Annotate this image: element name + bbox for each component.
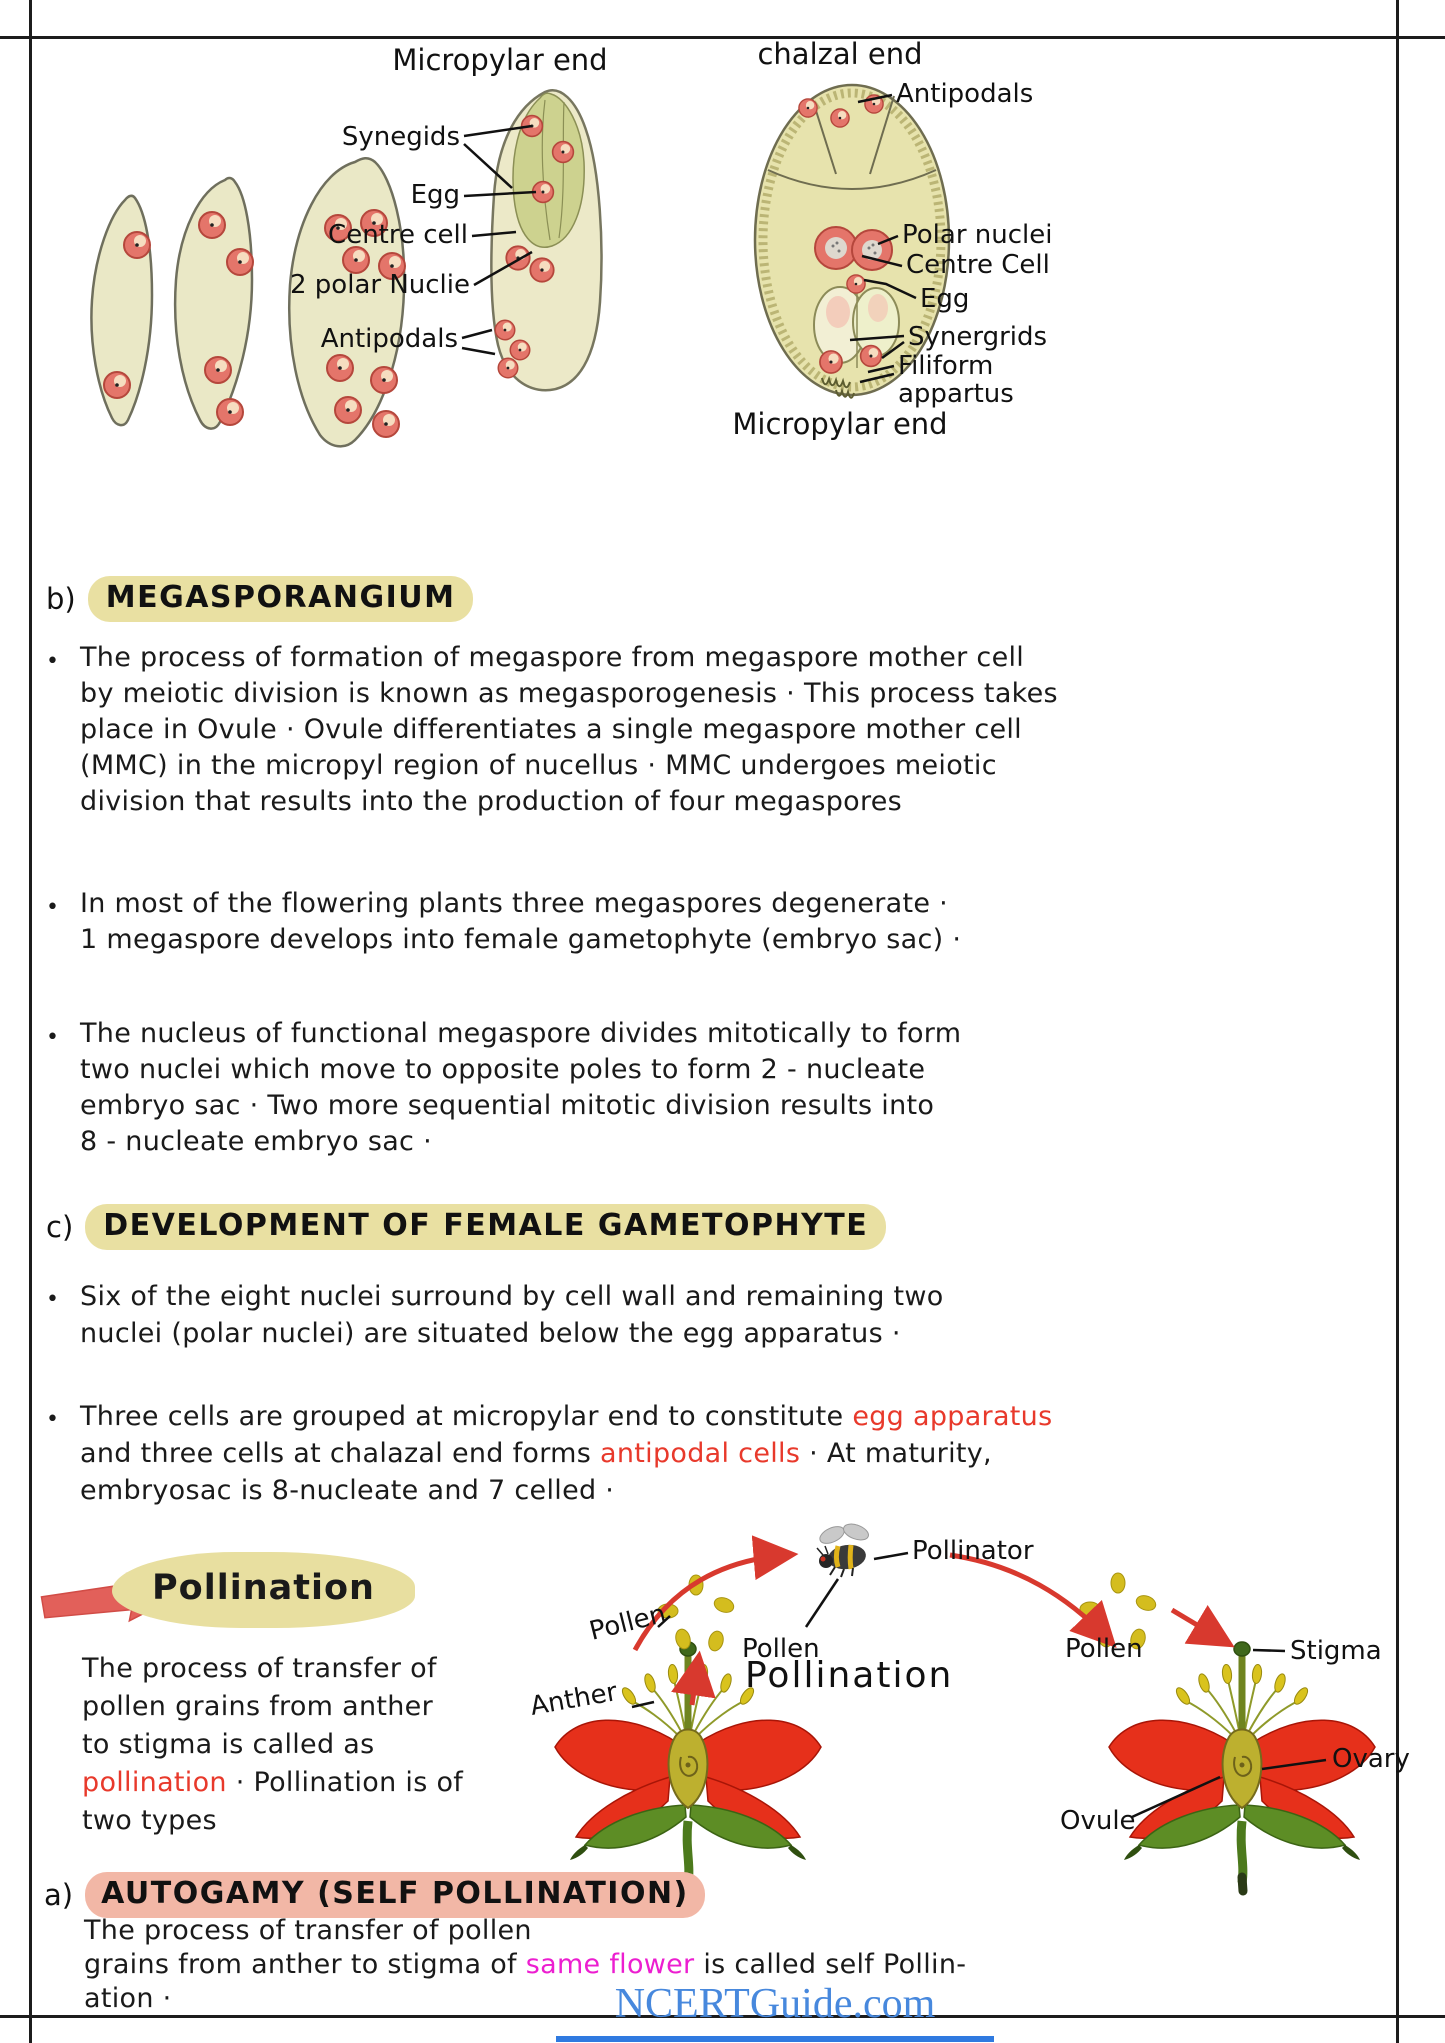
text-line: The process of formation of megaspore from megaspore mother cell — [80, 642, 1025, 673]
pollination-diagram-title: Pollination — [745, 1655, 954, 1696]
label-synergids-right: Synergrids — [908, 322, 1048, 352]
pollination-paragraph — [82, 1650, 463, 1840]
stages-title-micropylar: Micropylar end — [392, 43, 608, 77]
section-title: AUTOGAMY (SELF POLLINATION) — [85, 1872, 705, 1918]
label-antipodals-right: Antipodals — [896, 79, 1034, 109]
arrow-pollen-to-stigma — [1172, 1610, 1224, 1641]
bee-pollinator-icon — [817, 1521, 871, 1577]
section-index: a) — [44, 1878, 74, 1912]
text-line: The process of transfer of pollen — [84, 1915, 532, 1946]
label-anther: Anther — [528, 1677, 620, 1722]
figure-pollination — [520, 1515, 1410, 1893]
text-line: nuclei (polar nuclei) are situated below the egg apparatus · — [80, 1318, 901, 1349]
bullet-marker: • — [46, 1025, 60, 1050]
label-ovary: Ovary — [1332, 1744, 1410, 1774]
text-segment: · Pollination is of — [226, 1767, 464, 1798]
label-pollinator: Pollinator — [912, 1536, 1034, 1566]
arrow-pollinator-to-stigma — [950, 1555, 1108, 1639]
label-pollen-right: Pollen — [1065, 1634, 1143, 1664]
mature-title-micropylar: Micropylar end — [732, 407, 948, 441]
text-line — [80, 1398, 1052, 1435]
text-segment: and three cells at chalazal end forms — [80, 1438, 601, 1469]
label-synergids: Synegids — [341, 122, 460, 152]
label-centre-cell-right: Centre Cell — [906, 250, 1050, 280]
text-segment-egg-apparatus: egg apparatus — [852, 1401, 1053, 1432]
bullet-degenerate — [46, 886, 961, 958]
text-segment-pollination: pollination — [82, 1767, 227, 1798]
bullet-marker: • — [46, 895, 60, 920]
section-title: MEGASPORANGIUM — [88, 576, 474, 622]
label-pollen-mid: Pollen — [742, 1634, 820, 1664]
label-ovule: Ovule — [1060, 1806, 1136, 1836]
text-line: two nuclei which move to opposite poles to form 2 - nucleate — [80, 1054, 926, 1085]
text-line: In most of the flowering plants three megaspores degenerate · — [80, 888, 949, 919]
text-line: embryo sac · Two more sequential mitotic division results into — [80, 1090, 935, 1121]
watermark-underline — [556, 2036, 994, 2042]
text-line: 1 megaspore develops into female gametophyte (embryo sac) · — [80, 924, 962, 955]
section-index: b) — [46, 582, 76, 616]
mature-title-chalazal: chalzal end — [757, 37, 923, 71]
text-line: pollen grains from anther — [82, 1691, 433, 1722]
page-border-top — [0, 36, 1445, 39]
section-heading-megasporangium — [46, 576, 473, 622]
text-line: 8 - nucleate embryo sac · — [80, 1126, 432, 1157]
section-heading-pollination — [112, 1552, 415, 1628]
text-line — [84, 1948, 966, 1982]
label-egg: Egg — [410, 180, 460, 210]
section-title: DEVELOPMENT OF FEMALE GAMETOPHYTE — [85, 1204, 886, 1250]
embryo-sac-stage-4nucleate — [175, 178, 253, 429]
text-line: (MMC) in the micropyl region of nucellus · MMC undergoes meiotic — [80, 750, 997, 781]
bullet-marker: • — [46, 649, 60, 674]
text-line: The nucleus of functional megaspore divides mitotically to form — [80, 1018, 962, 1049]
bullet-megasporogenesis — [46, 640, 1058, 820]
pollen-grains-left — [658, 1575, 736, 1652]
text-line: to stigma is called as — [82, 1729, 375, 1760]
text-line: Six of the eight nuclei surround by cell wall and remaining two — [80, 1281, 944, 1312]
label-polar-nuclei-right: Polar nuclei — [902, 220, 1053, 250]
text-line: division that results into the production of four megaspores — [80, 786, 903, 817]
label-stigma: Stigma — [1290, 1636, 1382, 1666]
text-line: ation · — [84, 1983, 172, 2014]
label-pollen-left: Pollen — [586, 1598, 669, 1647]
text-line: two types — [82, 1805, 217, 1836]
text-segment-antipodal-cells: antipodal cells — [600, 1438, 801, 1469]
bullet-marker: • — [46, 1407, 60, 1432]
section-heading-female-gametophyte — [46, 1204, 886, 1250]
text-line: place in Ovule · Ovule differentiates a single megaspore mother cell — [80, 714, 1022, 745]
embryo-sac-stage-2nucleate — [91, 196, 152, 425]
text-line — [82, 1764, 463, 1802]
text-segment: Three cells are grouped at micropylar end to constitute — [80, 1401, 853, 1432]
bullet-marker: • — [46, 1287, 60, 1312]
embryo-sac-stage-8nucleate — [289, 158, 405, 446]
watermark-ncertguide: NCERTGuide.com — [614, 1981, 936, 2027]
label-antipodals: Antipodals — [320, 324, 458, 354]
text-line — [80, 1435, 1052, 1472]
page-border-left — [29, 0, 32, 2043]
text-line: by meiotic division is known as megasporogenesis · This process takes — [80, 678, 1058, 709]
bullet-egg-apparatus — [46, 1398, 1052, 1509]
label-2-polar-nuclei: 2 polar Nuclie — [290, 270, 470, 300]
section-index: c) — [46, 1210, 74, 1244]
text-segment: · At maturity, — [800, 1438, 992, 1469]
bullet-mitotic-division — [46, 1016, 961, 1160]
section-title: Pollination — [112, 1552, 415, 1628]
text-line: embryosac is 8-nucleate and 7 celled · — [80, 1475, 615, 1506]
text-line: The process of transfer of — [82, 1653, 437, 1684]
label-centre-cell: Centre cell — [328, 220, 468, 250]
text-segment: is called self Pollin- — [694, 1949, 967, 1980]
text-segment-same-flower: same flower — [525, 1949, 695, 1980]
figure-embryo-development — [40, 37, 1400, 450]
label-egg-right: Egg — [920, 284, 970, 314]
text-segment: grains from anther to stigma of — [84, 1949, 526, 1980]
section-heading-autogamy — [44, 1872, 705, 1918]
label-filiform-2: appartus — [898, 379, 1014, 409]
mature-embryo-sac — [732, 37, 1052, 441]
label-filiform-1: Filiform — [898, 351, 994, 381]
bullet-eight-nuclei — [46, 1278, 944, 1352]
